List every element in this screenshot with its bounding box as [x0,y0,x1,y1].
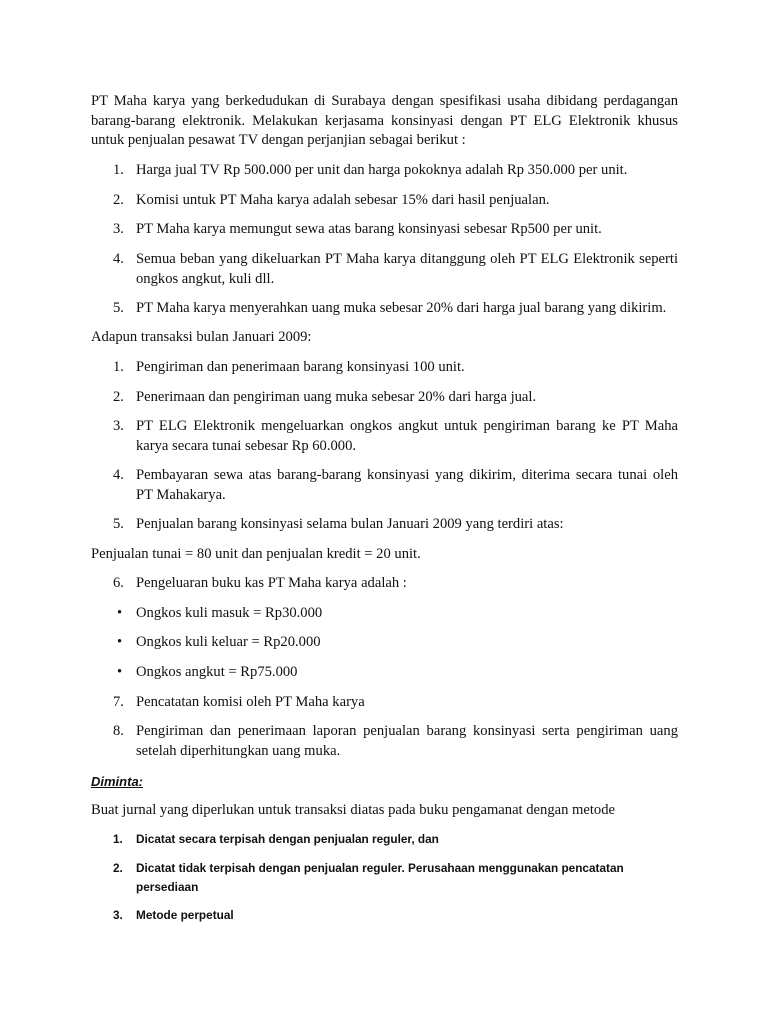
term-number: 2. [113,192,124,208]
transaction-text: Penjualan barang konsinyasi selama bulan Januari 2009 yang terdiri atas: [136,516,564,532]
term-text: PT Maha karya memungut sewa atas barang konsinyasi sebesar Rp500 per unit. [136,221,602,237]
method-item-2 [91,859,678,897]
transaction-text: Penerimaan dan pengiriman uang muka sebesar 20% dari harga jual. [136,389,537,405]
term-number: 5. [113,300,124,316]
bullet-text: Ongkos kuli keluar = Rp20.000 [136,634,321,650]
transaction-heading: Adapun transaksi bulan Januari 2009: [91,329,312,345]
transaction-item-2 [91,388,678,408]
transaction-number: 8. [113,723,124,739]
transaction-item-3 [91,417,678,456]
transaction-item-7 [91,693,678,713]
transaction-number: 1. [113,359,124,375]
term-text: Komisi untuk PT Maha karya adalah sebesar 15% dari hasil penjualan. [136,192,550,208]
method-item-3 [91,906,678,925]
transaction-item-5 [91,515,678,535]
bullet-icon: • [117,605,123,621]
term-text: PT Maha karya menyerahkan uang muka sebesar 20% dari harga jual barang yang dikirim. [136,300,667,316]
transaction-item-8 [91,722,678,761]
method-text: Dicatat secara terpisah dengan penjualan reguler, dan [136,832,439,846]
transaction-text: Pengeluaran buku kas PT Maha karya adalah : [136,575,407,591]
method-text: Metode perpetual [136,908,234,922]
bullet-item-1 [91,604,678,624]
term-item-1 [91,161,678,181]
intro-paragraph: PT Maha karya yang berkedudukan di Surabaya dengan spesifikasi usaha dibidang perdagangan barang-barang elektronik. Melakukan kerjasama konsinyasi dengan PT ELG Elektronik khusus untuk penjualan pesawat TV dengan perjanjian sebagai berikut : [91,93,678,148]
bullet-text: Ongkos kuli masuk = Rp30.000 [136,605,323,621]
bullet-icon: • [117,634,123,650]
transaction-item-4 [91,466,678,505]
transaction-number: 7. [113,694,124,710]
transaction-number: 4. [113,467,124,483]
transaction-text: Pencatatan komisi oleh PT Maha karya [136,694,365,710]
term-number: 4. [113,251,124,267]
transaction-text: Pengiriman dan penerimaan barang konsinyasi 100 unit. [136,359,465,375]
term-number: 3. [113,221,124,237]
transaction-item-6 [91,574,678,594]
term-text: Harga jual TV Rp 500.000 per unit dan harga pokoknya adalah Rp 350.000 per unit. [136,162,628,178]
bullet-item-2 [91,633,678,653]
transaction-number: 3. [113,418,124,434]
penjualan-line: Penjualan tunai = 80 unit dan penjualan kredit = 20 unit. [91,546,421,562]
transaction-item-1 [91,358,678,378]
method-item-1 [91,830,678,849]
bullet-item-3 [91,663,678,683]
bullet-icon: • [117,664,123,680]
term-item-5 [91,299,678,319]
transaction-number: 2. [113,389,124,405]
transaction-number: 5. [113,516,124,532]
term-item-4 [91,250,678,289]
transaction-text: Pengiriman dan penerimaan laporan penjualan barang konsinyasi serta pengiriman uang setelah diperhitungkan uang muka. [136,723,678,759]
diminta-heading: Diminta: [91,774,143,789]
method-number: 2. [113,861,123,875]
method-text: Dicatat tidak terpisah dengan penjualan reguler. Perusahaan menggunakan pencatatan persediaan [136,861,624,894]
transaction-text: Pembayaran sewa atas barang-barang konsinyasi yang dikirim, diterima secara tunai oleh PT Mahakarya. [136,467,678,503]
term-item-3 [91,220,678,240]
term-text: Semua beban yang dikeluarkan PT Maha karya ditanggung oleh PT ELG Elektronik seperti ongkos angkut, kuli dll. [136,251,678,287]
transaction-number: 6. [113,575,124,591]
task-paragraph: Buat jurnal yang diperlukan untuk transaksi diatas pada buku pengamanat dengan metode [91,802,616,818]
transaction-text: PT ELG Elektronik mengeluarkan ongkos angkut untuk pengiriman barang ke PT Maha karya secara tunai sebesar Rp 60.000. [136,418,678,454]
method-number: 3. [113,908,123,922]
bullet-text: Ongkos angkut = Rp75.000 [136,664,298,680]
term-number: 1. [113,162,124,178]
term-item-2 [91,191,678,211]
method-number: 1. [113,832,123,846]
